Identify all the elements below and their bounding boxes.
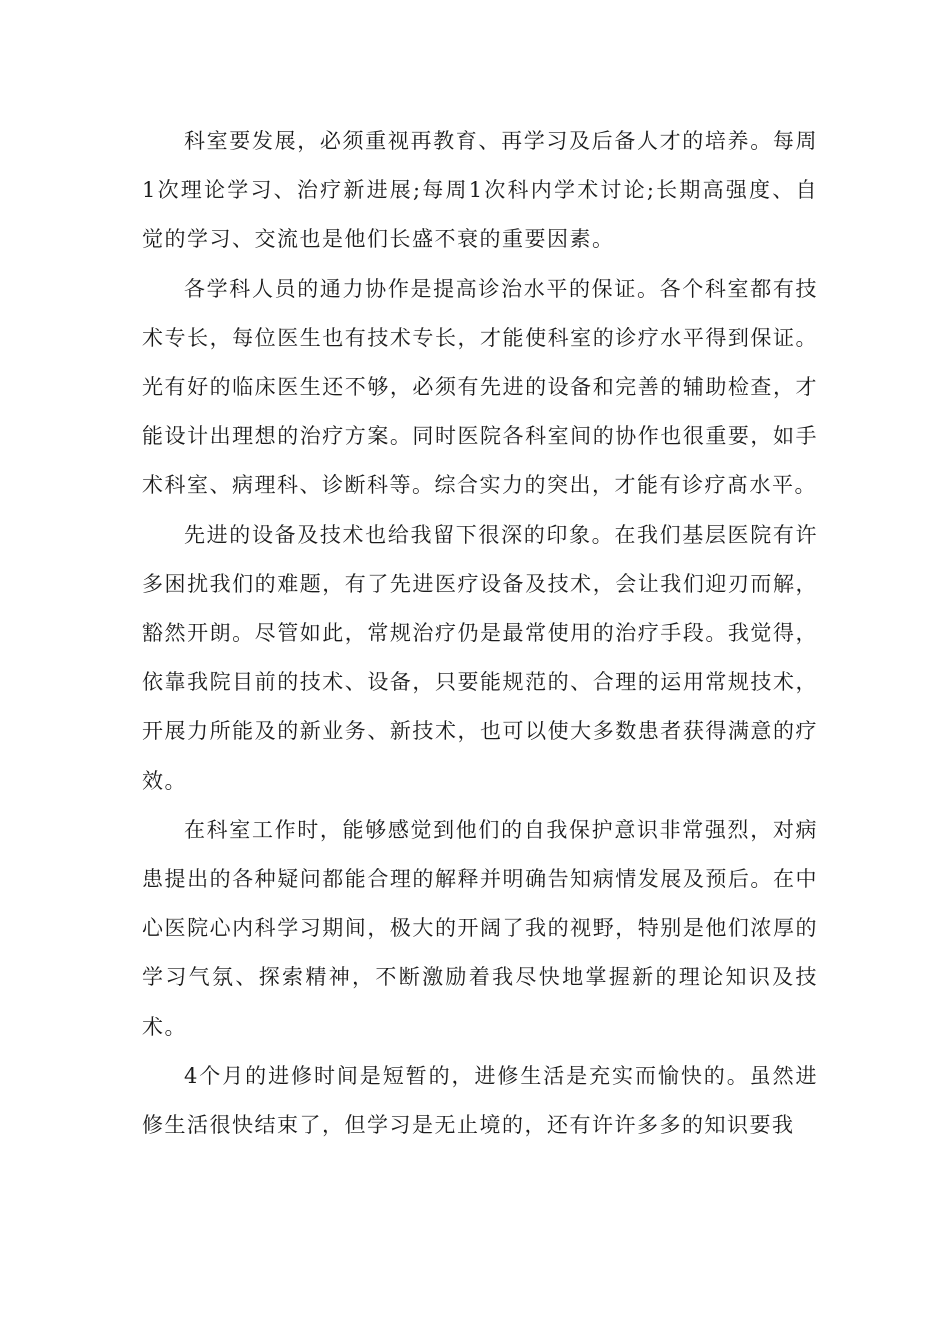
paragraph-self-protection: 在科室工作时，能够感觉到他们的自我保护意识非常强烈，对病患提出的各种疑问都能合理的解释并明确告知病情发展及预后。在中心医院心内科学习期间，极大的开阔了我的视野，特别是他们浓厚的学习气氛、探索精神，不断激励着我尽快地掌握新的理论知识及技术。 [142,817,818,1039]
paragraph-conclusion: 4个月的进修时间是短暂的，进修生活是充实而愉快的。虽然进修生活很快结束了，但学习是无止境的，还有许许多多的知识要我 [142,1063,818,1138]
paragraph-equipment: 先进的设备及技术也给我留下很深的印象。在我们基层医院有许多困扰我们的难题，有了先进医疗设备及技术，会让我们迎刃而解，豁然开朗。尽管如此，常规治疗仍是最常使用的治疗手段。我觉得，依靠我院目前的技术、设备，只要能规范的、合理的运用常规技术，开展力所能及的新业务、新技术，也可以使大多数患者获得满意的疗效。 [142,522,818,793]
paragraph-continuing-education: 科室要发展，必须重视再教育、再学习及后备人才的培养。每周1次理论学习、治疗新进展;每周1次科内学术讨论;长期高强度、自觉的学习、交流也是他们长盛不衰的重要因素。 [142,129,818,252]
document-body [142,117,818,1150]
paragraph-collaboration: 各学科人员的通力协作是提高诊治水平的保证。各个科室都有技术专长，每位医生也有技术专长，才能使科室的诊疗水平得到保证。光有好的临床医生还不够，必须有先进的设备和完善的辅助检查，才能设计出理想的治疗方案。同时医院各科室间的协作也很重要，如手术科室、病理科、诊断科等。综合实力的突出，才能有诊疗髙水平。 [142,276,818,498]
